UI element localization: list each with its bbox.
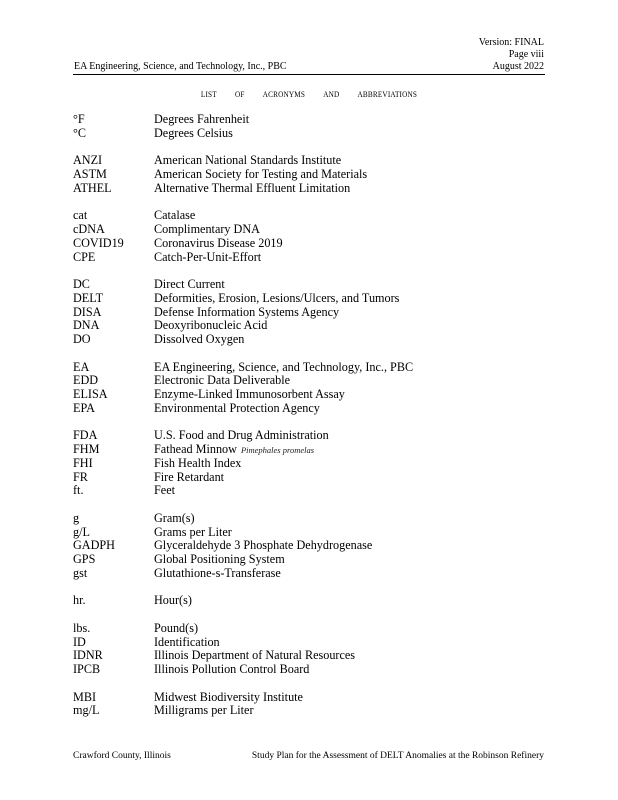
acronym-definition-text: Fathead Minnow	[154, 442, 237, 456]
header-page-number: Page viii	[508, 49, 544, 60]
acronym-definition-text: American Society for Testing and Materials	[154, 167, 368, 181]
acronym-definition	[154, 443, 314, 457]
acronym-definition-text: Illinois Department of Natural Resources	[154, 648, 356, 662]
acronym-row	[0, 471, 618, 485]
acronym-abbreviation: °F	[73, 112, 85, 126]
acronym-definition-text: Deformities, Erosion, Lesions/Ulcers, and Tumors	[154, 291, 400, 305]
acronym-definition	[154, 168, 367, 181]
acronym-definition	[154, 319, 267, 332]
acronym-definition	[154, 539, 372, 552]
acronym-definition-text: Milligrams per Liter	[154, 703, 254, 717]
acronym-definition-text: Environmental Protection Agency	[154, 401, 320, 415]
acronym-abbreviation: ATHEL	[73, 181, 112, 195]
header-date: August 2022	[492, 61, 544, 72]
acronym-definition-text: Fire Retardant	[154, 470, 225, 484]
acronym-definition	[154, 182, 350, 195]
acronym-abbreviation: DO	[73, 332, 91, 346]
acronym-row	[0, 237, 618, 251]
acronym-definition	[154, 333, 244, 346]
acronym-abbreviation: GADPH	[73, 538, 115, 552]
acronym-row	[0, 402, 618, 416]
acronym-definition-text: Degrees Celsius	[154, 126, 233, 140]
acronym-row	[0, 278, 618, 292]
acronym-row	[0, 663, 618, 677]
acronym-definition	[154, 512, 195, 525]
acronym-row	[0, 553, 618, 567]
acronym-row	[0, 223, 618, 237]
acronym-row	[0, 182, 618, 196]
title-word: AND	[323, 90, 340, 99]
acronym-definition-text: Pound(s)	[154, 621, 199, 635]
acronym-abbreviation: GPS	[73, 552, 96, 566]
acronym-abbreviation: DNA	[73, 318, 100, 332]
acronym-abbreviation: FDA	[73, 428, 98, 442]
acronym-row	[0, 113, 618, 127]
acronym-abbreviation: MBI	[73, 690, 97, 704]
acronym-abbreviation: cDNA	[73, 222, 105, 236]
acronym-definition-text: Catch-Per-Unit-Effort	[154, 250, 262, 264]
acronym-abbreviation: ID	[73, 635, 86, 649]
acronym-definition	[154, 429, 329, 442]
acronym-row	[0, 649, 618, 663]
acronym-abbreviation: °C	[73, 126, 87, 140]
scientific-name: Pimephales promelas	[240, 445, 315, 455]
acronym-row	[0, 567, 618, 581]
header-divider	[73, 74, 545, 75]
acronym-definition	[154, 374, 290, 387]
acronym-definition-text: Deoxyribonucleic Acid	[154, 318, 268, 332]
acronym-definition	[154, 127, 233, 140]
acronym-definition	[154, 704, 254, 717]
acronym-definition-text: U.S. Food and Drug Administration	[154, 428, 329, 442]
acronym-abbreviation: DISA	[73, 305, 102, 319]
acronym-definition-text: Global Positioning System	[154, 552, 285, 566]
acronym-definition-text: Complimentary DNA	[154, 222, 260, 236]
acronym-definition-text: Glyceraldehyde 3 Phosphate Dehydrogenase	[154, 538, 373, 552]
acronym-row	[0, 484, 618, 498]
acronym-definition-text: EA Engineering, Science, and Technology, Inc., PBC	[154, 360, 414, 374]
acronym-definition-text: Coronavirus Disease 2019	[154, 236, 283, 250]
acronym-definition	[154, 567, 281, 580]
acronym-abbreviation: ELISA	[73, 387, 108, 401]
acronym-row	[0, 457, 618, 471]
acronym-definition-text: American National Standards Institute	[154, 153, 342, 167]
acronym-row	[0, 512, 618, 526]
acronym-definition	[154, 484, 175, 497]
acronym-definition-text: Fish Health Index	[154, 456, 242, 470]
acronym-abbreviation: EDD	[73, 373, 99, 387]
acronym-definition	[154, 278, 225, 291]
acronym-abbreviation: g/L	[73, 525, 90, 539]
acronym-row	[0, 704, 618, 718]
acronym-abbreviation: DC	[73, 277, 90, 291]
acronym-row	[0, 388, 618, 402]
acronym-abbreviation: EPA	[73, 401, 95, 415]
acronym-definition	[154, 402, 320, 415]
acronym-definition-text: Enzyme-Linked Immunosorbent Assay	[154, 387, 345, 401]
acronym-row	[0, 154, 618, 168]
acronym-abbreviation: FR	[73, 470, 88, 484]
acronym-definition-text: Electronic Data Deliverable	[154, 373, 291, 387]
acronym-abbreviation: mg/L	[73, 703, 100, 717]
acronym-definition	[154, 154, 341, 167]
acronym-definition	[154, 223, 260, 236]
acronym-abbreviation: ASTM	[73, 167, 107, 181]
acronym-row	[0, 333, 618, 347]
acronym-definition	[154, 113, 249, 126]
acronym-row	[0, 168, 618, 182]
acronym-definition	[154, 457, 241, 470]
acronym-definition-text: Identification	[154, 635, 220, 649]
acronym-row	[0, 319, 618, 333]
acronym-abbreviation: ft.	[73, 483, 84, 497]
acronym-row	[0, 622, 618, 636]
header-version: Version: FINAL	[478, 37, 544, 48]
acronym-abbreviation: IDNR	[73, 648, 103, 662]
acronym-definition-text: Degrees Fahrenheit	[154, 112, 250, 126]
title-word: LIST	[200, 90, 217, 99]
acronym-definition	[154, 388, 345, 401]
acronym-definition-text: Gram(s)	[154, 511, 195, 525]
acronym-abbreviation: lbs.	[73, 621, 91, 635]
acronym-row	[0, 429, 618, 443]
acronym-definition-text: Grams per Liter	[154, 525, 232, 539]
acronym-definition	[154, 553, 285, 566]
header-company: EA Engineering, Science, and Technology, Inc., PBC	[74, 61, 287, 72]
acronym-abbreviation: ANZI	[73, 153, 103, 167]
acronym-definition	[154, 594, 192, 607]
title-word: OF	[235, 90, 245, 99]
acronym-abbreviation: CPE	[73, 250, 96, 264]
footer-document-title: Study Plan for the Assessment of DELT Anomalies at the Robinson Refinery	[251, 751, 544, 761]
acronym-abbreviation: DELT	[73, 291, 104, 305]
acronym-abbreviation: EA	[73, 360, 90, 374]
acronym-definition	[154, 649, 355, 662]
acronym-abbreviation: g	[73, 511, 80, 525]
acronym-abbreviation: gst	[73, 566, 88, 580]
acronym-abbreviation: IPCB	[73, 662, 101, 676]
acronym-abbreviation: COVID19	[73, 236, 124, 250]
acronym-row	[0, 594, 618, 608]
acronym-abbreviation: hr.	[73, 593, 86, 607]
acronym-definition	[154, 251, 261, 264]
acronym-row	[0, 127, 618, 141]
acronym-definition-text: Midwest Biodiversity Institute	[154, 690, 303, 704]
page-title	[31, 90, 587, 99]
acronym-definition-text: Hour(s)	[154, 593, 192, 607]
acronym-definition-text: Illinois Pollution Control Board	[154, 662, 310, 676]
title-word: ABBREVIATIONS	[357, 90, 418, 99]
footer-location: Crawford County, Illinois	[73, 751, 171, 761]
acronym-definition-text: Direct Current	[154, 277, 225, 291]
acronym-row	[0, 443, 618, 457]
acronym-row	[0, 374, 618, 388]
acronym-row	[0, 539, 618, 553]
title-word: ACRONYMS	[262, 90, 306, 99]
acronym-definition-text: Glutathione-s-Transferase	[154, 566, 281, 580]
acronym-definition	[154, 292, 399, 305]
acronym-row	[0, 251, 618, 265]
acronym-definition-text: Feet	[154, 483, 175, 497]
acronym-row	[0, 292, 618, 306]
acronym-row	[0, 209, 618, 223]
acronym-definition-text: Alternative Thermal Effluent Limitation	[154, 181, 351, 195]
acronym-definition	[154, 622, 198, 635]
acronym-abbreviation: FHI	[73, 456, 93, 470]
acronym-definition-text: Catalase	[154, 208, 196, 222]
acronym-definition	[154, 209, 195, 222]
acronym-abbreviation: FHM	[73, 442, 100, 456]
acronym-definition	[154, 663, 309, 676]
acronym-abbreviation: cat	[73, 208, 88, 222]
acronym-definition	[154, 237, 283, 250]
acronym-definition-text: Dissolved Oxygen	[154, 332, 245, 346]
acronym-definition-text: Defense Information Systems Agency	[154, 305, 340, 319]
